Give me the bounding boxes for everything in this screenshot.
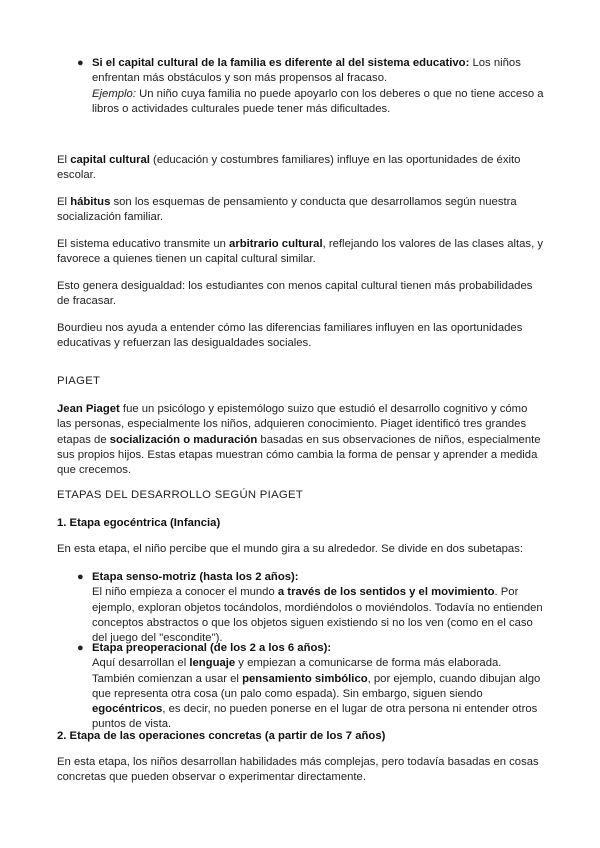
text-run: Aquí desarrollan el (92, 657, 190, 670)
list-item (77, 56, 544, 117)
bold-term: Jean Piaget (57, 403, 120, 415)
example-label: Ejemplo: (92, 87, 136, 100)
bold-term: lenguaje (189, 657, 236, 670)
bullet-title: Etapa preoperacional (de los 2 a los 6 años): (92, 642, 332, 654)
paragraph-desigualdad: Esto genera desigualdad: los estudiantes con menos capital cultural tienen más probabilidades de fracasar. (57, 280, 533, 308)
heading-operaciones-concretas: 2. Etapa de las operaciones concretas (a partir de los 7 años) (57, 730, 386, 742)
text-run: , por ejemplo, cuando dibujan algo que representa otra cosa (un palo como espada). Sin embargo, siguen siendo (92, 672, 541, 700)
text-run: y empiezan a comunicarse de forma más elaborada. También comienzan a usar el (92, 657, 502, 685)
example-text: Un niño cuya familia no puede apoyarlo con los deberes o que no tiene acceso a libros o actividades culturales puede tener más dificultades. (92, 87, 544, 115)
text-run: . Por ejemplo, exploran objetos tocándolos, mordiéndolos o moviéndolos. Todavía no entienden conceptos abstractos o que los objetos siguen existiendo si no los ven (como en el caso del juego del "escondite"). (92, 586, 543, 645)
text-run: El (57, 196, 71, 208)
bullet-icon: ● (77, 642, 84, 654)
bold-term: egocéntricos (92, 703, 163, 716)
paragraph-operaciones-concretas: En esta etapa, los niños desarrollan habilidades más complejas, pero todavía basadas en cosas concretas que pueden observar o experimentar directamente. (57, 756, 539, 784)
bullet-icon: ● (77, 57, 84, 69)
paragraph-capital-cultural (57, 153, 543, 184)
paragraph-habitus (57, 195, 543, 226)
text-run: El niño empieza a conocer el mundo (92, 586, 278, 599)
text-run: El (57, 154, 71, 166)
heading-etapa-egocentrica: 1. Etapa egocéntrica (Infancia) (57, 517, 221, 529)
bold-term: hábitus (70, 196, 111, 208)
bullet-title: Etapa senso-motriz (hasta los 2 años): (92, 571, 299, 583)
bold-term: capital cultural (70, 154, 150, 166)
paragraph-jean-piaget (57, 402, 543, 478)
bold-term: a través de los sentidos y el movimiento (277, 586, 495, 599)
text-run: son los esquemas de pensamiento y conducta que desarrollamos según nuestra socialización familiar. (57, 196, 517, 224)
bold-term: socialización o maduración (109, 433, 258, 446)
text-run: basadas en sus observaciones de niños, especialmente sus propios hijos. Estas etapas muestran cómo cambia la forma de pensar y aprender a medida que crecemos. (57, 433, 541, 477)
paragraph-arbitrario-cultural (57, 237, 543, 268)
text-run: , es decir, no pueden ponerse en el lugar de otra persona ni entender otros puntos de vista. (92, 703, 538, 731)
bullet-icon: ● (77, 571, 84, 583)
bullet-text: Los niños enfrentan más obstáculos y son más propensos al fracaso. (92, 57, 521, 85)
text-run: fue un psicólogo y epistemólogo suizo que estudió el desarrollo cognitivo y cómo las personas, especialmente los niños, adquieren conocimiento. Piaget identificó tres grandes etapas de (57, 403, 528, 446)
text-run: El sistema educativo transmite un (57, 238, 230, 250)
section-title-piaget: PIAGET (57, 375, 101, 387)
section-title-etapas: ETAPAS DEL DESARROLLO SEGÚN PIAGET (57, 489, 304, 501)
paragraph-bourdieu: Bourdieu nos ayuda a entender cómo las diferencias familiares influyen en las oportunidades educativas y refuerzan las desigualdades sociales. (57, 322, 523, 350)
bold-term: pensamiento simbólico (242, 672, 368, 685)
bold-term: arbitrario cultural (229, 238, 323, 250)
list-item (77, 641, 544, 733)
text-run: (educación y costumbres familiares) influye en las oportunidades de éxito escolar. (57, 154, 521, 182)
text-run: , reflejando los valores de las clases altas, y favorece a quienes tienen un capital cultural similar. (57, 238, 543, 266)
list-item (77, 570, 544, 646)
paragraph-subetapas: En esta etapa, el niño percibe que el mundo gira a su alrededor. Se divide en dos subetapas: (57, 543, 524, 555)
bullet-title: Si el capital cultural de la familia es diferente al del sistema educativo: (92, 57, 470, 69)
